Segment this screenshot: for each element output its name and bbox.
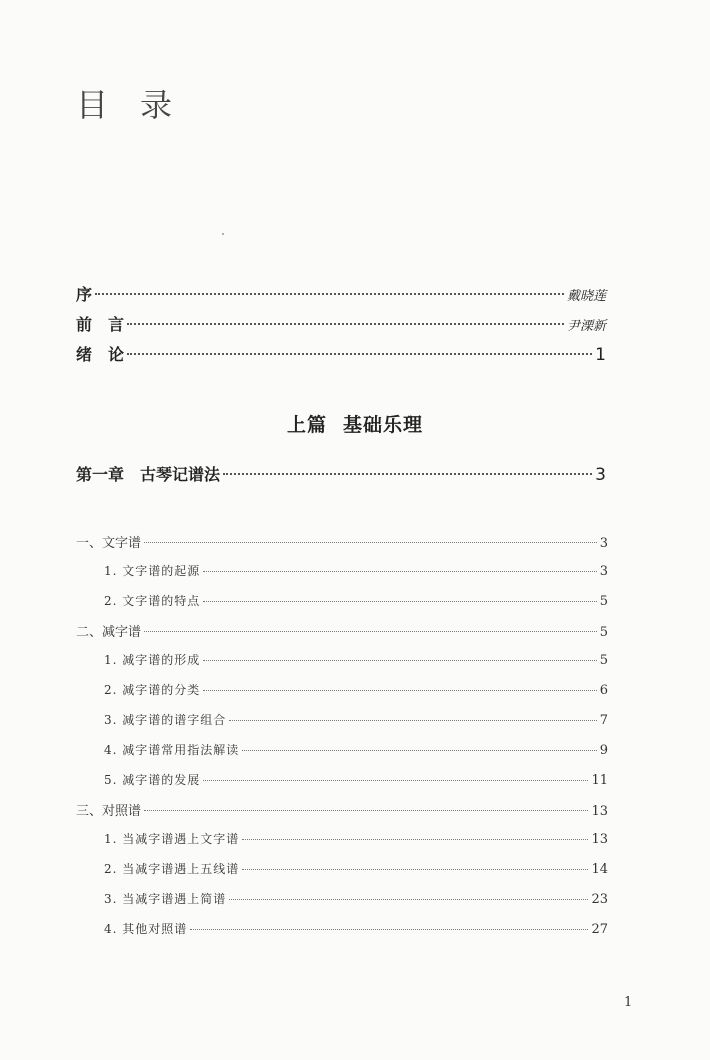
toc-entry-label: 2. 文字谱的特点 <box>104 594 201 608</box>
toc-entry-label: 1. 当减字谱遇上文字谱 <box>104 832 240 846</box>
toc-entry-section[interactable] <box>76 532 608 551</box>
leader-dots <box>223 472 592 475</box>
print-speck <box>222 233 224 235</box>
toc-entry-page: 5 <box>599 594 608 609</box>
leader-dots <box>242 868 588 870</box>
leader-dots <box>190 928 588 930</box>
toc-entry-subsection[interactable] <box>104 562 608 579</box>
part-name: 上篇 <box>286 414 327 436</box>
toc-entry-subsection[interactable] <box>104 681 608 698</box>
toc-entry-page: 23 <box>591 892 608 907</box>
part-heading <box>0 410 710 437</box>
toc-entry-page: 14 <box>591 862 608 877</box>
toc-entry-page: 7 <box>599 713 608 728</box>
toc-entry-subsection[interactable] <box>104 890 608 907</box>
toc-entry-subsection[interactable] <box>104 741 608 758</box>
leader-dots <box>203 779 588 781</box>
leader-dots <box>242 838 588 840</box>
toc-entry-label: 3. 当减字谱遇上简谱 <box>104 892 227 906</box>
toc-entry-label: 绪 论 <box>76 345 125 364</box>
toc-entry-subsection[interactable] <box>104 860 608 877</box>
toc-entry-label: 3. 减字谱的谱字组合 <box>104 713 227 727</box>
page-title: 目 录 <box>76 86 173 124</box>
leader-dots <box>203 659 596 661</box>
toc-entry-page: 3 <box>599 536 608 551</box>
toc-entry-page: 27 <box>591 922 608 937</box>
toc-entry-page: 11 <box>591 773 608 788</box>
toc-entry-section[interactable] <box>76 800 608 819</box>
toc-entry-subsection[interactable] <box>104 651 608 668</box>
leader-dots <box>229 719 596 721</box>
leader-dots <box>229 898 588 900</box>
toc-entry-author: 尹溧新 <box>566 319 606 334</box>
toc-entry-label: 1. 文字谱的起源 <box>104 564 201 578</box>
toc-entry-label: 1. 减字谱的形成 <box>104 653 201 667</box>
toc-entry-label: 序 <box>76 285 93 304</box>
toc-entry-page: 6 <box>599 683 608 698</box>
toc-entry-label: 二、减字谱 <box>76 625 142 640</box>
toc-entry-label: 前 言 <box>76 315 125 334</box>
leader-dots <box>127 322 564 325</box>
toc-entry-introduction[interactable] <box>76 342 606 365</box>
part-title-text: 基础乐理 <box>343 414 424 436</box>
toc-entry-page: 5 <box>599 625 608 640</box>
toc-entry-label: 第一章 古琴记谱法 <box>76 465 221 484</box>
toc-entry-foreword[interactable] <box>76 312 606 335</box>
toc-entry-subsection[interactable] <box>104 592 608 609</box>
toc-entry-preface[interactable] <box>76 282 606 305</box>
toc-entry-label: 4. 其他对照谱 <box>104 922 188 936</box>
toc-entry-label: 2. 减字谱的分类 <box>104 683 201 697</box>
toc-entry-page: 13 <box>591 832 608 847</box>
toc-entry-label: 2. 当减字谱遇上五线谱 <box>104 862 240 876</box>
toc-entry-page: 3 <box>599 564 608 579</box>
leader-dots <box>203 689 596 691</box>
page-number: 1 <box>624 995 633 1010</box>
toc-entry-page: 13 <box>591 804 608 819</box>
toc-entry-subsection[interactable] <box>104 771 608 788</box>
toc-entry-subsection[interactable] <box>104 711 608 728</box>
leader-dots <box>203 570 596 572</box>
toc-entry-subsection[interactable] <box>104 920 608 937</box>
leader-dots <box>203 600 596 602</box>
leader-dots <box>127 352 592 355</box>
toc-entry-label: 4. 减字谱常用指法解读 <box>104 743 240 757</box>
toc-entry-label: 一、文字谱 <box>76 536 142 551</box>
toc-entry-section[interactable] <box>76 621 608 640</box>
toc-entry-label: 三、对照谱 <box>76 804 142 819</box>
leader-dots <box>242 749 596 751</box>
toc-entry-page: 5 <box>599 653 608 668</box>
toc-entry-page: 9 <box>599 743 608 758</box>
toc-entry-chapter-1[interactable] <box>76 462 606 485</box>
toc-entry-label: 5. 减字谱的发展 <box>104 773 201 787</box>
toc-entry-author: 戴晓莲 <box>566 289 606 304</box>
toc-entry-subsection[interactable] <box>104 830 608 847</box>
leader-dots <box>144 630 597 632</box>
leader-dots <box>144 809 588 811</box>
leader-dots <box>95 292 564 295</box>
leader-dots <box>144 541 597 543</box>
toc-entry-page: 3 <box>595 465 606 485</box>
toc-entry-page: 1 <box>595 345 606 365</box>
